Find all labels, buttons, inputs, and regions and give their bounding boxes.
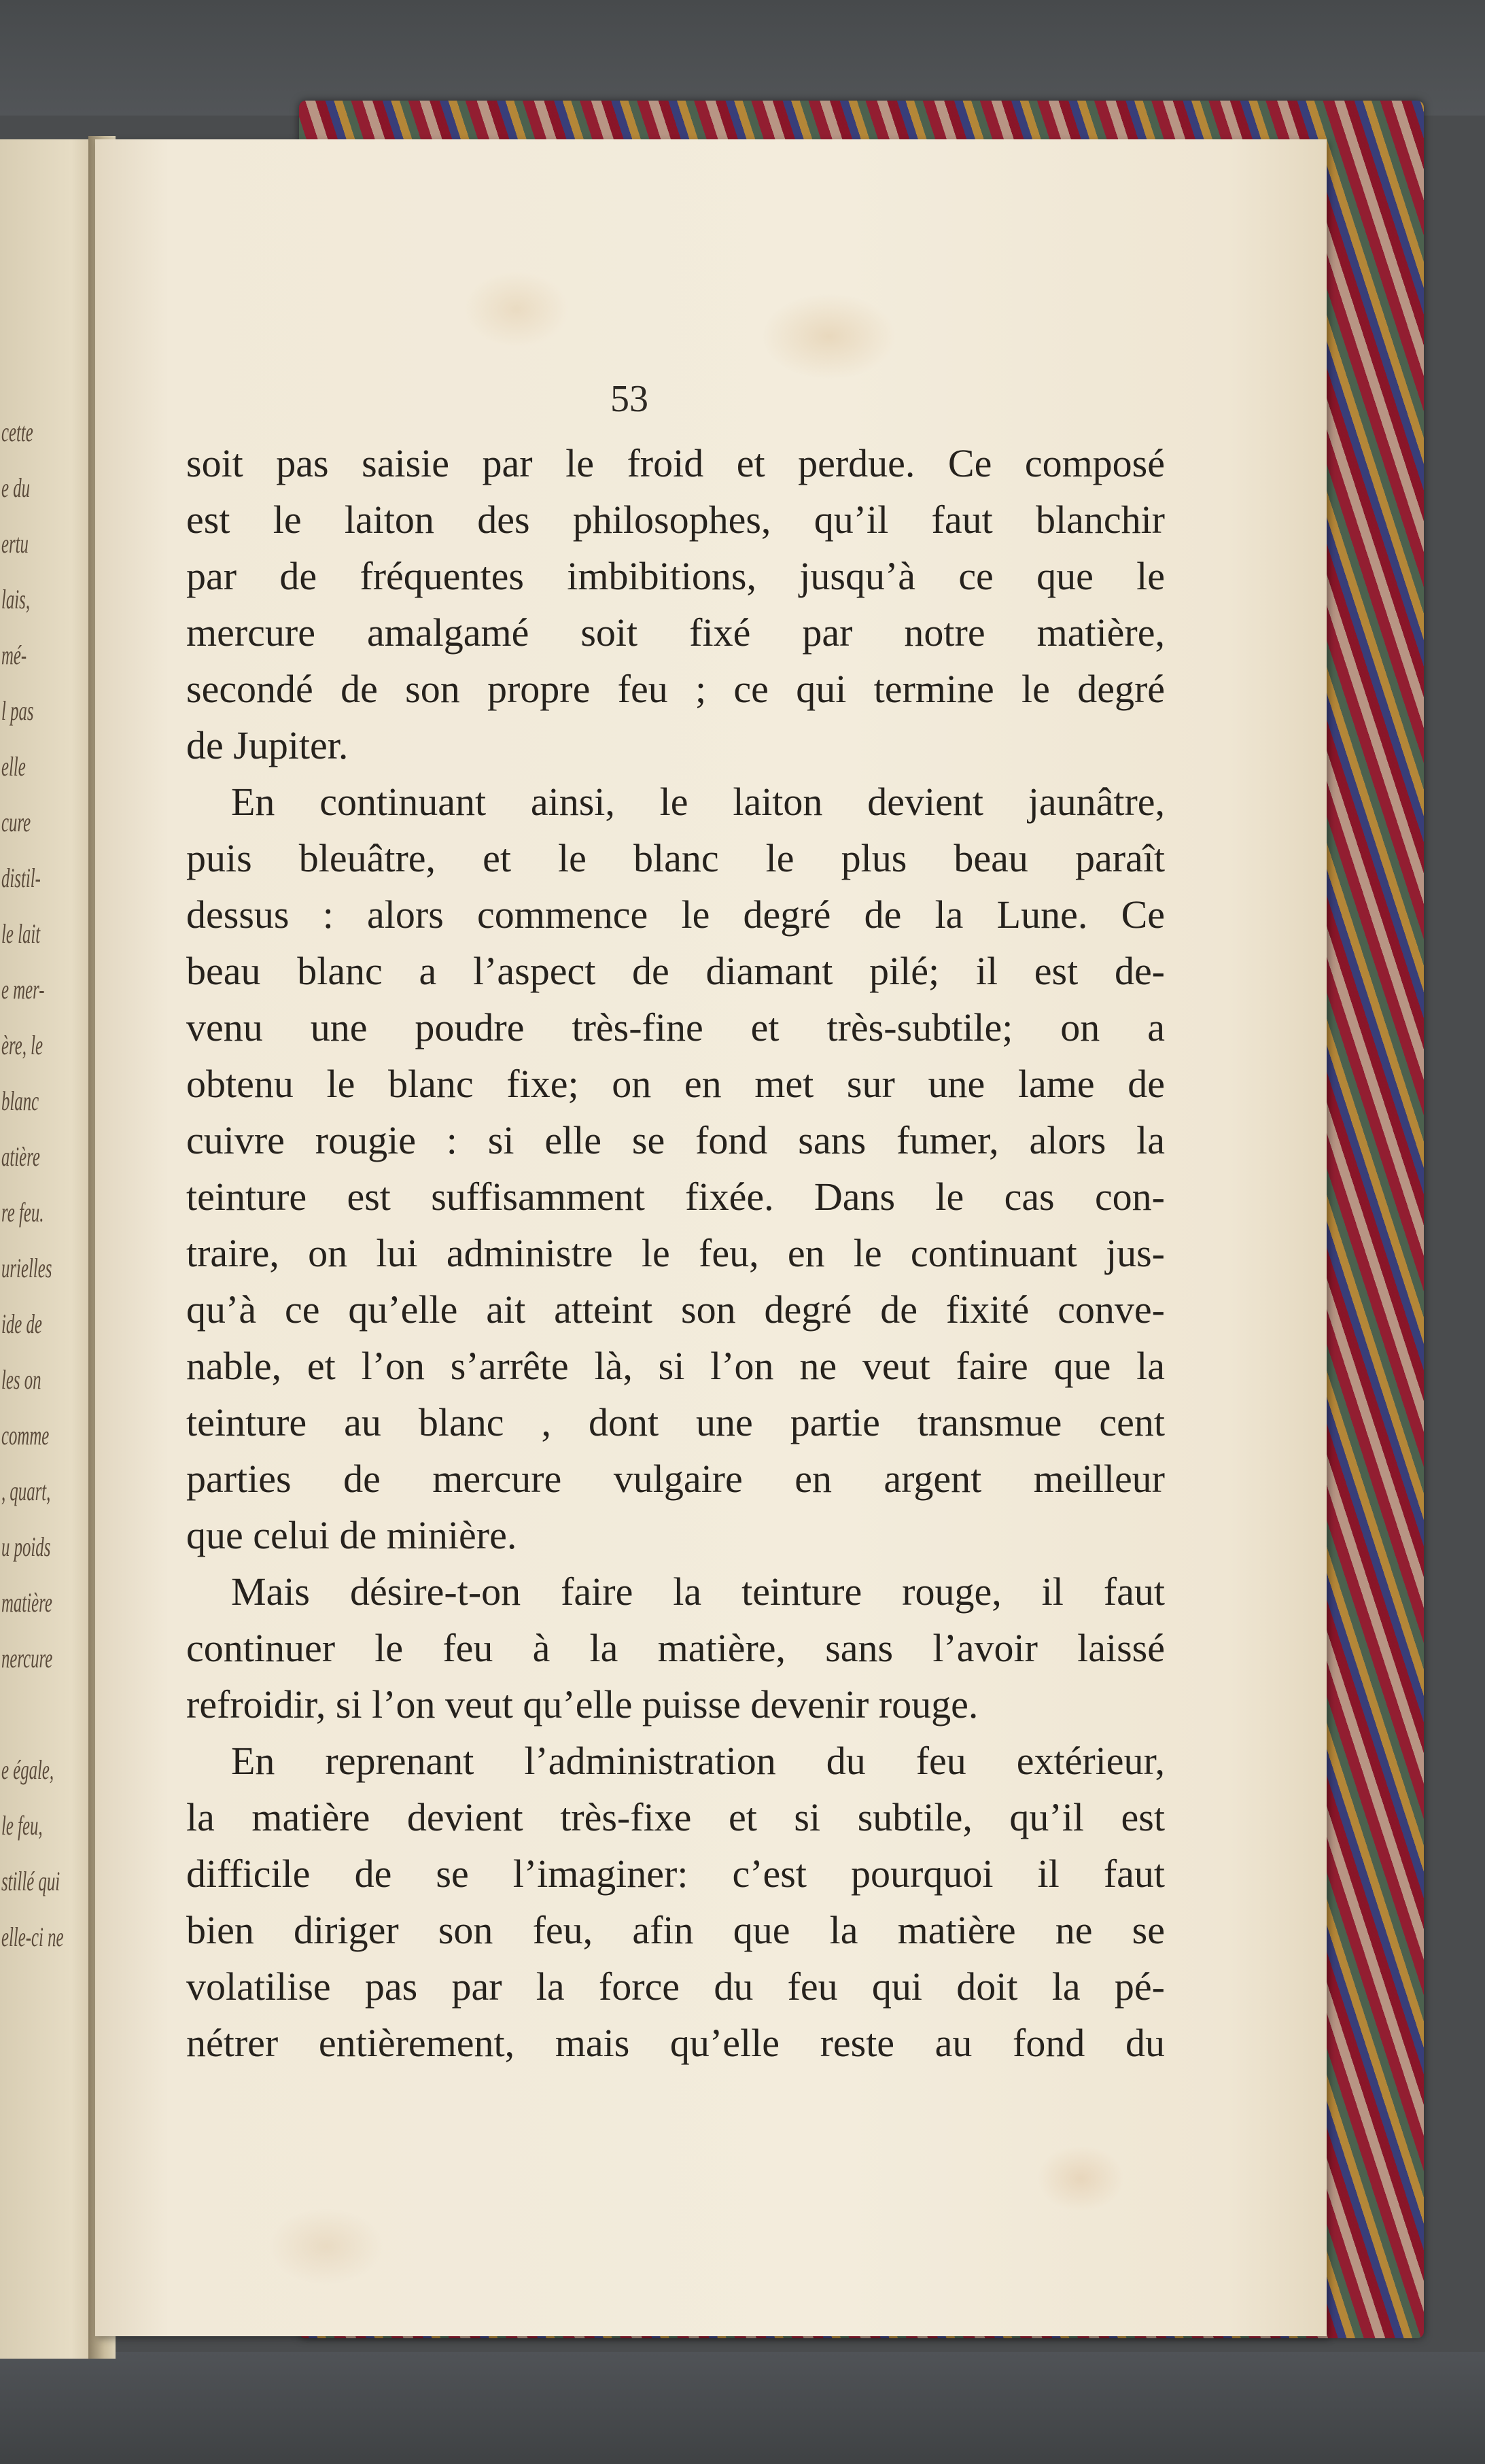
left-page-fragment: mé-: [1, 640, 27, 670]
left-page-fragment: lais,: [1, 584, 31, 614]
left-page-fragment: re feu.: [1, 1197, 44, 1228]
text-line: difficile de se l’imaginer: c’est pourquoi il faut: [186, 1852, 1165, 1896]
text-line: nable, et l’on s’arrête là, si l’on ne veut faire que la: [186, 1344, 1165, 1388]
text-line: beau blanc a l’aspect de diamant pilé; il est de-: [186, 949, 1165, 993]
text-line: que celui de minière.: [186, 1513, 517, 1557]
left-page-fragment: cette: [1, 417, 33, 447]
text-line: cuivre rougie : si elle se fond sans fumer, alors la: [186, 1118, 1165, 1162]
left-page-fragment: les on: [1, 1364, 41, 1395]
text-line: teinture est suffisamment fixée. Dans le cas con-: [186, 1175, 1165, 1219]
text-line: En reprenant l’administration du feu extérieur,: [231, 1739, 1165, 1783]
text-line: Mais désire-t-on faire la teinture rouge, il faut: [231, 1569, 1165, 1614]
text-line: par de fréquentes imbibitions, jusqu’à ce que le: [186, 554, 1165, 598]
left-page-fragment: l pas: [1, 695, 34, 726]
text-line: volatilise pas par la force du feu qui doit la pé-: [186, 1964, 1165, 2009]
text-line: de Jupiter.: [186, 723, 349, 767]
text-line: puis bleuâtre, et le blanc le plus beau paraît: [186, 836, 1165, 880]
text-line: teinture au blanc , dont une partie transmue cent: [186, 1400, 1165, 1444]
left-page-fragment: le lait: [1, 918, 41, 949]
left-page-fragment: urielles: [1, 1253, 52, 1283]
left-page-fragment: cure: [1, 807, 31, 837]
left-page-fragment: ertu: [1, 528, 29, 559]
text-line: dessus : alors commence le degré de la Lune. Ce: [186, 892, 1165, 937]
left-page-fragment: e mer-: [1, 974, 45, 1005]
left-page-fragment: ère, le: [1, 1030, 43, 1060]
left-page-fragment: [1, 1686, 52, 1742]
scan-background-bottom: [0, 2352, 1485, 2464]
left-page-fragment: ide de: [1, 1308, 42, 1339]
left-page-text: [1, 404, 83, 1965]
left-page-fragment: comme: [1, 1420, 50, 1451]
left-page-fragment: , quart,: [1, 1476, 51, 1506]
text-line: la matière devient très-fixe et si subtile, qu’il est: [186, 1795, 1165, 1839]
text-line: refroidir, si l’on veut qu’elle puisse devenir rouge.: [186, 1682, 979, 1726]
text-line: obtenu le blanc fixe; on en met sur une lame de: [186, 1062, 1165, 1106]
text-line: parties de mercure vulgaire en argent meilleur: [186, 1457, 1165, 1501]
text-line: mercure amalgamé soit fixé par notre matière,: [186, 610, 1165, 655]
left-page-fragment: blanc: [1, 1086, 39, 1116]
text-line: venu une poudre très-fine et très-subtile; on a: [186, 1005, 1165, 1049]
page-text-block: [186, 435, 1165, 2071]
text-line: soit pas saisie par le froid et perdue. Ce composé: [186, 441, 1165, 485]
text-line: traire, on lui administre le feu, en le continuant jus-: [186, 1231, 1165, 1275]
scan-background-top: [0, 0, 1485, 116]
text-line: bien diriger son feu, afin que la matière ne se: [186, 1908, 1165, 1952]
left-page-fragment: u poids: [1, 1531, 51, 1562]
text-line: En continuant ainsi, le laiton devient jaunâtre,: [231, 780, 1165, 824]
text-line: qu’à ce qu’elle ait atteint son degré de fixité conve-: [186, 1287, 1165, 1332]
text-line: continuer le feu à la matière, sans l’avoir laissé: [186, 1626, 1165, 1670]
left-page-fragment: le feu,: [1, 1810, 43, 1841]
left-page-fragment: elle-ci ne: [1, 1922, 64, 1952]
left-page-fragment: distil-: [1, 863, 41, 893]
left-page-fragment: atière: [1, 1141, 40, 1172]
text-line: nétrer entièrement, mais qu’elle reste au fond du: [186, 2021, 1165, 2065]
page-number: 53: [610, 378, 648, 420]
left-page-fragment: stillé qui: [1, 1866, 60, 1896]
right-page: [95, 139, 1327, 2336]
text-line: secondé de son propre feu ; ce qui termine le degré: [186, 667, 1165, 711]
left-page-fragment: matière: [1, 1587, 52, 1618]
left-page-fragment: e égale,: [1, 1754, 54, 1785]
left-page-fragment: e du: [1, 472, 31, 503]
left-page-fragment: nercure: [1, 1643, 53, 1673]
text-line: est le laiton des philosophes, qu’il faut blanchir: [186, 498, 1165, 542]
left-page-fragment: elle: [1, 751, 26, 782]
